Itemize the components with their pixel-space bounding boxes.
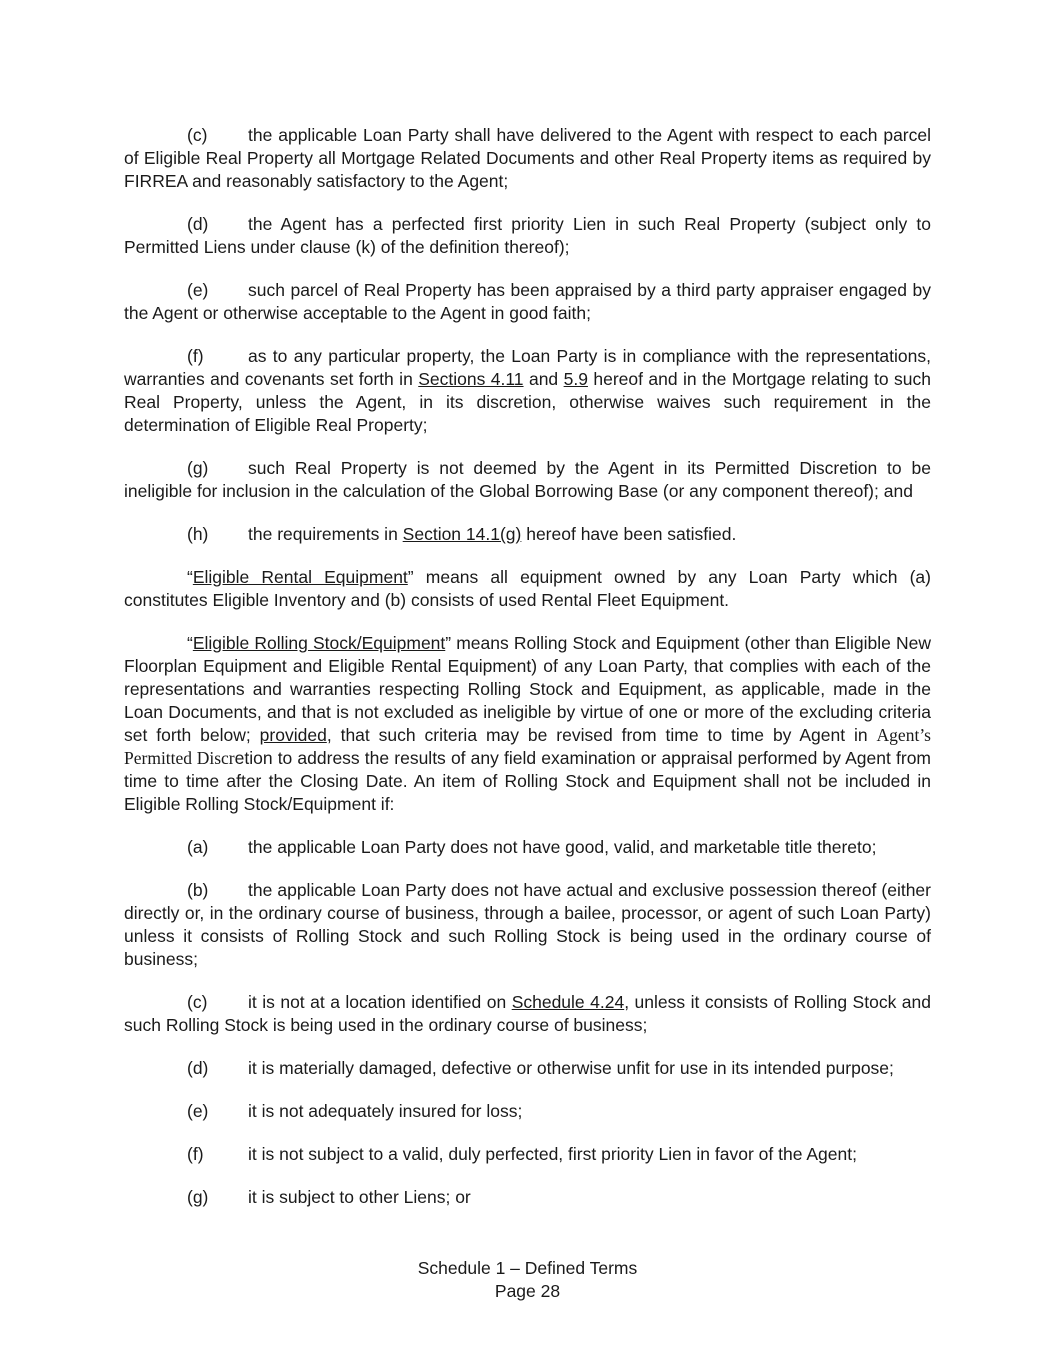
clause-text: it is not at a location identified on	[248, 992, 512, 1012]
definition-text: means Rolling Stock and Equipment (other than Eligible New Floorplan Equipment and Eligible Rental Equipment) of any Loan Party, that complies with each of the representations and warranties respecting Rolling Stock and Equipment, as applicable, made in the Loan Documents, and that is not excluded as ineligible by virtue of one or more of the excluding criteria set forth below;	[124, 633, 931, 745]
definition-text: etion to address the results of any field examination or appraisal performed by Agent from time to time after the Closing Date. An item of Rolling Stock and Equipment shall not be included in Eligible Rolling Stock/Equipment if:	[124, 748, 932, 814]
clause-h-first	[124, 523, 931, 546]
definition-eligible-rolling-stock	[124, 632, 931, 816]
footer-schedule-title: Schedule 1 – Defined Terms	[417, 1258, 638, 1278]
clause-text: the applicable Loan Party does not have actual and exclusive possession thereof (either directly or, in the ordinary course of business, through a bailee, processor, or agent of such Loan Party) unless it consists of Rolling Stock and such Rolling Stock is being used in the ordinary course of business;	[124, 880, 931, 969]
definition-text: means all equipment owned by any Loan Party which (a) constitutes Eligible Inventory and (b) consists of used Rental Fleet Equipment.	[124, 567, 931, 610]
section-reference-link: Sections 4.11	[418, 369, 524, 389]
definition-text: , that such criteria may be revised from time to time by Agent in	[326, 725, 877, 745]
clause-text: and	[523, 369, 564, 389]
quote-mark: ”	[445, 633, 452, 653]
clause-g-first	[124, 457, 931, 503]
footer-page-number: Page 28	[494, 1281, 561, 1301]
clause-text: such parcel of Real Property has been appraised by a third party appraiser engaged by the Agent or otherwise acceptable to the Agent in good faith;	[124, 280, 931, 323]
clause-label: (e)	[187, 1101, 209, 1121]
clause-text: the requirements in	[248, 524, 403, 544]
clause-g-second	[124, 1186, 931, 1209]
clause-label: (b)	[187, 880, 209, 900]
definition-text-serif: Agent’s Permitted Discr	[124, 725, 931, 768]
clause-text: as to any particular property, the Loan Party is in compliance with the representations, warranties and covenants set forth in	[124, 346, 931, 389]
page-footer	[0, 1257, 1055, 1303]
clause-text: it is materially damaged, defective or otherwise unfit for use in its intended purpose;	[248, 1058, 894, 1078]
clause-label: (c)	[187, 125, 208, 145]
clause-text: , unless it consists of Rolling Stock and such Rolling Stock is being used in the ordinary course of business;	[124, 992, 931, 1035]
clause-c-second	[124, 991, 931, 1037]
clause-label: (d)	[187, 1058, 209, 1078]
clause-label: (g)	[187, 1187, 209, 1207]
clause-label: (g)	[187, 458, 209, 478]
provided-term: provided	[259, 725, 327, 745]
clause-f-second	[124, 1143, 931, 1166]
clause-b-second	[124, 879, 931, 971]
section-reference-link: Section 14.1(g)	[402, 524, 522, 544]
clause-label: (e)	[187, 280, 209, 300]
clause-c-first	[124, 124, 931, 193]
clause-text: such Real Property is not deemed by the Agent in its Permitted Discretion to be ineligible for inclusion in the calculation of the Global Borrowing Base (or any component thereof); and	[124, 458, 931, 501]
defined-term: Eligible Rolling Stock/Equipment	[192, 633, 446, 653]
clause-text: hereof have been satisfied.	[521, 524, 737, 544]
clause-text: the Agent has a perfected first priority Lien in such Real Property (subject only to Permitted Liens under clause (k) of the definition thereof);	[124, 214, 931, 257]
quote-mark: “	[187, 567, 193, 587]
clause-label: (f)	[187, 346, 204, 366]
defined-term: Eligible Rental Equipment	[192, 567, 408, 587]
clause-text: it is subject to other Liens; or	[248, 1187, 471, 1207]
clause-label: (a)	[187, 837, 209, 857]
document-body	[124, 124, 931, 1229]
section-reference-link: 5.9	[563, 369, 588, 389]
definition-eligible-rental-equipment	[124, 566, 931, 612]
clause-e-second	[124, 1100, 931, 1123]
clause-text: hereof and in the Mortgage relating to such Real Property, unless the Agent, in its discretion, otherwise waives such requirement in the determination of Eligible Real Property;	[124, 369, 931, 435]
quote-mark: “	[187, 633, 193, 653]
clause-label: (f)	[187, 1144, 204, 1164]
clause-a-second	[124, 836, 931, 859]
clause-text: the applicable Loan Party shall have delivered to the Agent with respect to each parcel of Eligible Real Property all Mortgage Related Documents and other Real Property items as required by FIRREA and reasonably satisfactory to the Agent;	[124, 125, 931, 191]
clause-text: the applicable Loan Party does not have good, valid, and marketable title thereto;	[248, 837, 877, 857]
clause-label: (h)	[187, 524, 209, 544]
clause-f-first	[124, 345, 931, 437]
clause-label: (d)	[187, 214, 209, 234]
clause-d-first	[124, 213, 931, 259]
quote-mark: ”	[407, 567, 414, 587]
clause-text: it is not subject to a valid, duly perfected, first priority Lien in favor of the Agent;	[248, 1144, 857, 1164]
clause-e-first	[124, 279, 931, 325]
clause-d-second	[124, 1057, 931, 1080]
clause-label: (c)	[187, 992, 208, 1012]
schedule-reference-link: Schedule 4.24	[511, 992, 625, 1012]
clause-text: it is not adequately insured for loss;	[248, 1101, 523, 1121]
